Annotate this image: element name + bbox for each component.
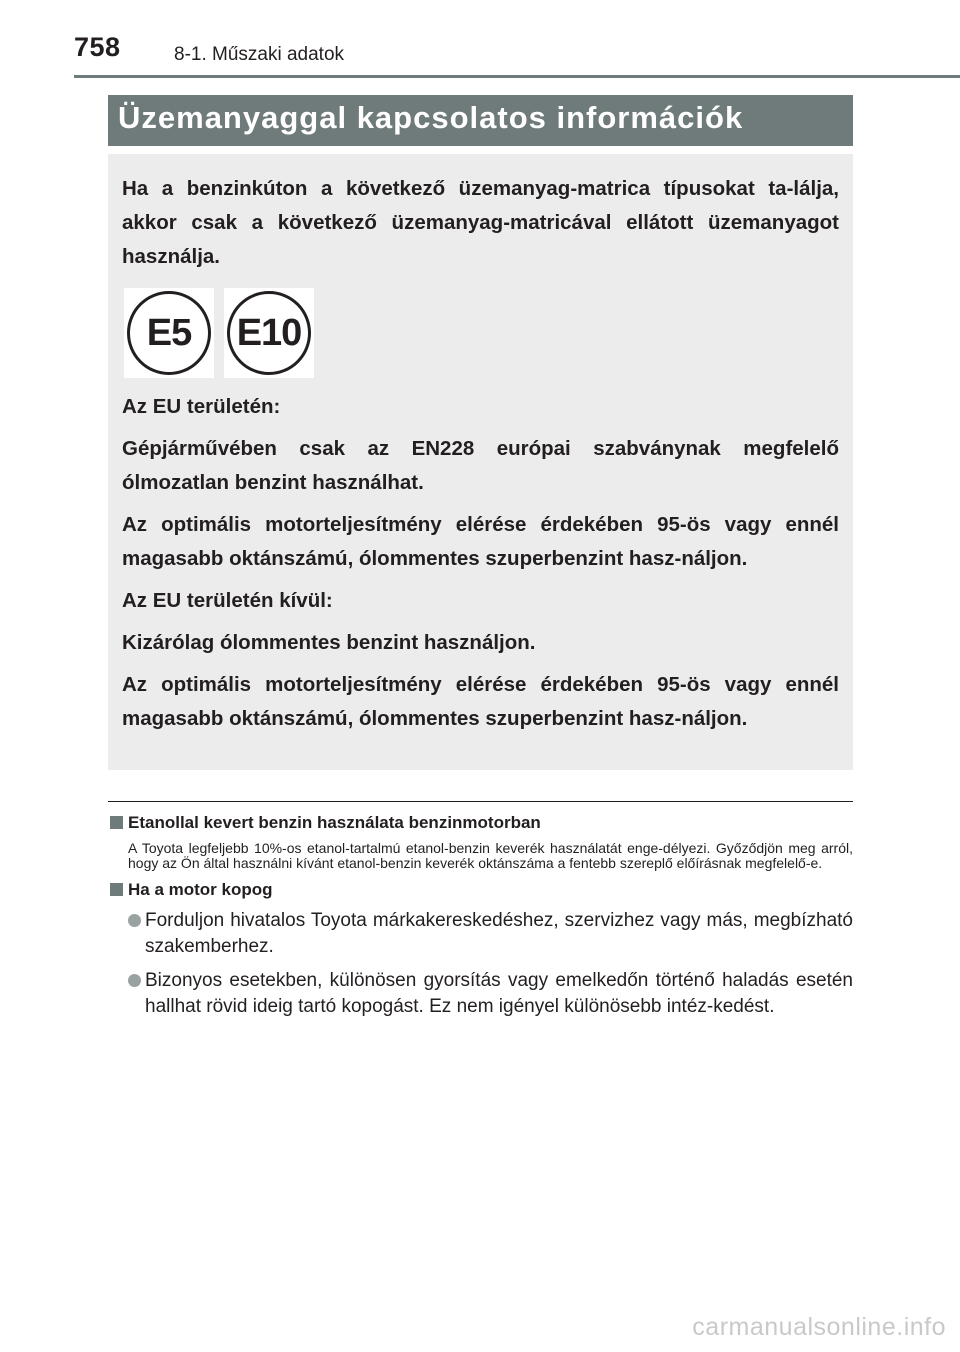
fuel-info-content [122,172,839,744]
non-eu-unleaded-text: Kizárólag ólommentes benzint használjon. [122,631,536,654]
title-bar [108,95,853,146]
knock-bullet-text: Bizonyos esetekben, különösen gyorsítás vagy emelkedőn történő haladás esetén hallhat rövid ideig tartó kopogást. Ez nem igényel különösebb intéz-kedést. [145,970,853,1017]
fuel-label-e5-text: E5 [127,291,211,375]
page-title: Üzemanyaggal kapcsolatos információk [118,100,744,135]
fuel-label-e10-text: E10 [227,291,311,375]
eu-heading: Az EU területén: [122,395,281,418]
section-label: 8-1. Műszaki adatok [174,44,345,65]
circle-bullet-icon [128,974,141,987]
page-header [74,30,960,80]
notes-section [108,811,853,1020]
ethanol-note-heading [108,811,853,835]
square-icon [110,883,123,896]
ethanol-heading-text: Etanollal kevert benzin használata benzinmotorban [128,813,541,832]
fuel-label-e5 [124,288,214,378]
page-number: 758 [74,32,121,62]
square-icon [110,816,123,829]
non-eu-octane-text: Az optimális motorteljesítmény elérése érdekében 95-ös vagy ennél magasabb oktánszámú, ólommentes szuperbenzint hasz-náljon. [122,673,839,730]
section-divider [108,801,853,802]
header-divider [74,75,960,78]
circle-bullet-icon [128,914,141,927]
watermark: carmanualsonline.info [692,1313,946,1341]
eu-standard-text: Gépjárművében csak az EN228 európai szabványnak megfelelő ólmozatlan benzint használhat. [122,437,839,494]
list-item [128,968,853,1020]
knock-note-heading [108,878,853,902]
knock-bullet-text: Forduljon hivatalos Toyota márkakereskedéshez, szervizhez vagy más, megbízható szakemberhez. [145,910,853,957]
knock-heading-text: Ha a motor kopog [128,880,273,899]
list-item [128,908,853,960]
ethanol-note-body: A Toyota legfeljebb 10%-os etanol-tartalmú etanol-benzin keverék használatát enge-délyezi. Győződjön meg arról, hogy az Ön által használni kívánt etanol-benzin keverék oktánszáma a fentebb szereplő előírásnak megfelelő-e. [128,840,853,871]
fuel-info-box [108,154,853,770]
eu-octane-text: Az optimális motorteljesítmény elérése érdekében 95-ös vagy ennél magasabb oktánszámú, ólommentes szuperbenzint hasz-náljon. [122,513,839,570]
fuel-labels [124,288,839,378]
fuel-label-e10 [224,288,314,378]
non-eu-heading: Az EU területén kívül: [122,589,333,612]
fuel-label-intro: Ha a benzinkúton a következő üzemanyag-matrica típusokat ta-lálja, akkor csak a következő üzemanyag-matricával ellátott üzemanyagot használja. [122,177,839,268]
